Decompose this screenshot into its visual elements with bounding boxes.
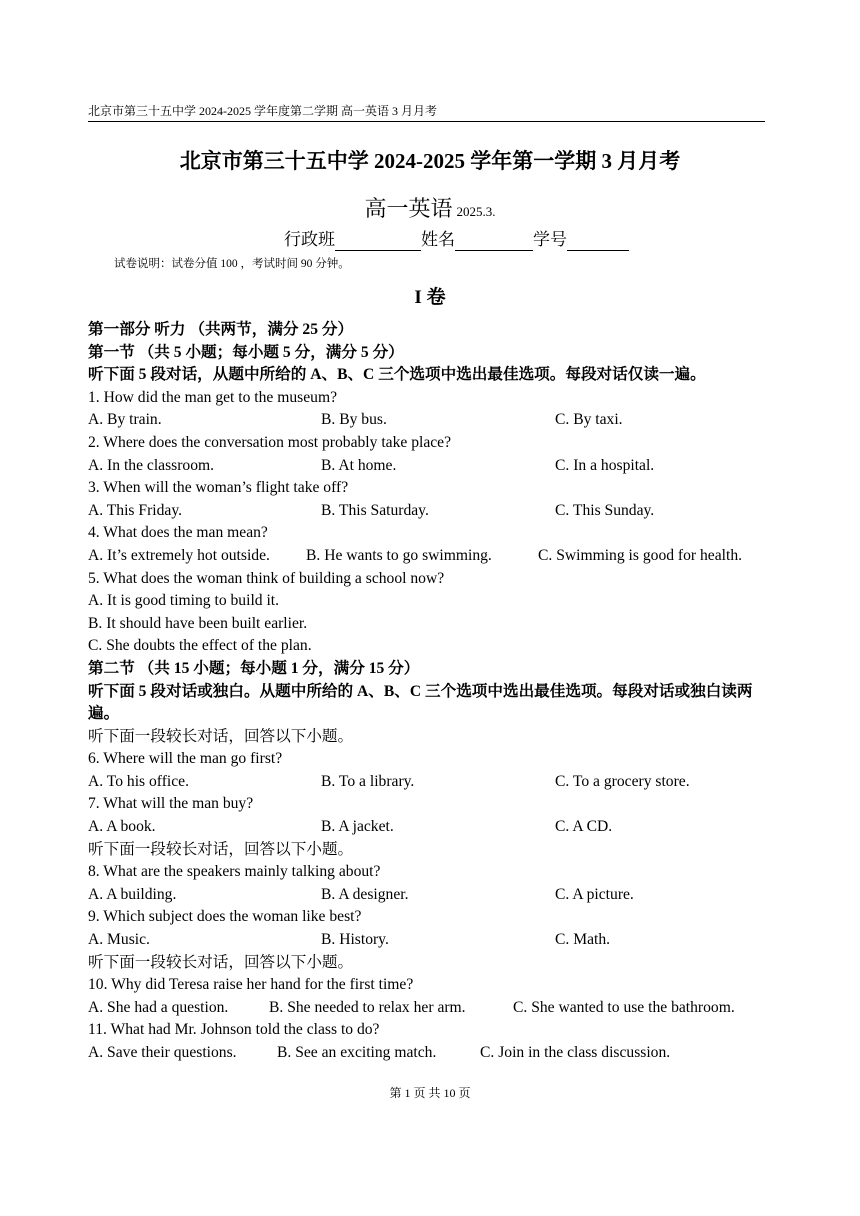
option-b: B. She needed to relax her arm.: [269, 998, 466, 1016]
option-c: C. A CD.: [555, 818, 613, 836]
option-row: [88, 929, 768, 952]
section-instruction: 听下面 5 段对话或独白。从题中所给的 A、B、C 三个选项中选出最佳选项。每段对话或独白读两遍。: [88, 682, 753, 723]
option-b: B. A designer.: [321, 885, 409, 903]
option-a: A. She had a question.: [88, 998, 229, 1016]
option-b: B. History.: [321, 931, 389, 949]
option-row: [88, 545, 768, 568]
option-a: A. In the classroom.: [88, 456, 215, 474]
question-text: 7. What will the man buy?: [88, 795, 254, 813]
option-b: B. See an exciting match.: [277, 1044, 437, 1061]
student-info-fields: [284, 229, 629, 251]
option-a: A. To his office.: [88, 772, 189, 790]
name-label: 姓名: [421, 230, 455, 249]
header-rule: [88, 121, 765, 122]
option-c: C. This Sunday.: [555, 501, 655, 519]
option-a: A. A book.: [88, 818, 156, 836]
section-heading: 第二节 （共 15 小题；每小题 1 分，满分 15 分）: [88, 659, 420, 677]
exam-body: [88, 319, 768, 1065]
id-label: 学号: [533, 230, 567, 249]
question-text: 5. What does the woman think of building a school now?: [88, 569, 445, 587]
class-label: 行政班: [284, 230, 335, 249]
question-text: 6. Where will the man go first?: [88, 750, 283, 768]
question-text: 2. Where does the conversation most probably take place?: [88, 433, 452, 451]
option-a: A. It is good timing to build it.: [88, 592, 280, 610]
question-text: 11. What had Mr. Johnson told the class to do?: [88, 1021, 380, 1039]
exam-title: 北京市第三十五中学 2024-2025 学年第一学期 3 月月考: [179, 149, 681, 173]
option-a: A. By train.: [88, 411, 162, 429]
option-row: [88, 1042, 768, 1065]
option-row: [88, 816, 768, 839]
section-instruction: 听下面 5 段对话，从题中所给的 A、B、C 三个选项中选出最佳选项。每段对话仅读一遍。: [88, 366, 706, 384]
option-c: C. By taxi.: [555, 411, 623, 429]
option-b: B. It should have been built earlier.: [88, 614, 308, 632]
option-a: A. Music.: [88, 931, 150, 949]
subject-name: 高一英语: [364, 196, 453, 221]
question-text: 8. What are the speakers mainly talking about?: [88, 863, 381, 881]
running-header: 北京市第三十五中学 2024-2025 学年度第二学期 高一英语 3 月月考: [88, 104, 437, 118]
subject-line: [0, 195, 860, 226]
option-c: C. Swimming is good for health.: [538, 546, 743, 564]
question-text: 10. Why did Teresa raise her hand for the first time?: [88, 976, 414, 994]
option-c: C. A picture.: [555, 885, 634, 903]
option-a: A. It’s extremely hot outside.: [88, 546, 270, 564]
option-c: C. In a hospital.: [555, 456, 655, 474]
exam-date: 2025.3.: [456, 204, 496, 219]
question-text: 1. How did the man get to the museum?: [88, 388, 338, 406]
class-blank[interactable]: [335, 234, 421, 251]
question-text: 9. Which subject does the woman like best?: [88, 908, 362, 926]
option-a: A. This Friday.: [88, 501, 182, 519]
dialogue-prompt: 听下面一段较长对话，回答以下小题。: [88, 727, 354, 745]
option-c: C. She wanted to use the bathroom.: [513, 998, 735, 1016]
option-c: C. To a grocery store.: [555, 772, 690, 790]
option-b: B. He wants to go swimming.: [306, 546, 492, 564]
option-c: C. Math.: [555, 931, 611, 949]
option-row: [88, 455, 768, 478]
option-a: A. A building.: [88, 885, 177, 903]
option-c: C. She doubts the effect of the plan.: [88, 637, 312, 655]
page-footer: 第 1 页 共 10 页: [389, 1086, 471, 1100]
dialogue-prompt: 听下面一段较长对话，回答以下小题。: [88, 840, 354, 858]
volume-heading: I 卷: [414, 287, 446, 308]
option-b: B. This Saturday.: [321, 501, 429, 519]
option-row: [88, 771, 768, 794]
option-b: B. At home.: [321, 456, 397, 474]
option-row: [88, 997, 768, 1020]
exam-note: 试卷说明：试卷分值 100 ，考试时间 90 分钟。: [114, 258, 350, 270]
option-row: [88, 409, 768, 432]
option-b: B. A jacket.: [321, 818, 394, 836]
section-heading: 第一节 （共 5 小题；每小题 5 分，满分 5 分）: [88, 343, 404, 361]
option-b: B. By bus.: [321, 411, 387, 429]
part-heading: 第一部分 听力 （共两节，满分 25 分）: [88, 321, 354, 338]
option-row: [88, 500, 768, 523]
name-blank[interactable]: [455, 234, 533, 251]
dialogue-prompt: 听下面一段较长对话，回答以下小题。: [88, 953, 354, 971]
option-c: C. Join in the class discussion.: [480, 1044, 671, 1061]
option-a: A. Save their questions.: [88, 1044, 237, 1061]
id-blank[interactable]: [567, 234, 629, 251]
option-b: B. To a library.: [321, 772, 415, 790]
question-text: 4. What does the man mean?: [88, 524, 268, 542]
option-row: [88, 884, 768, 907]
question-text: 3. When will the woman’s flight take off?: [88, 479, 349, 497]
